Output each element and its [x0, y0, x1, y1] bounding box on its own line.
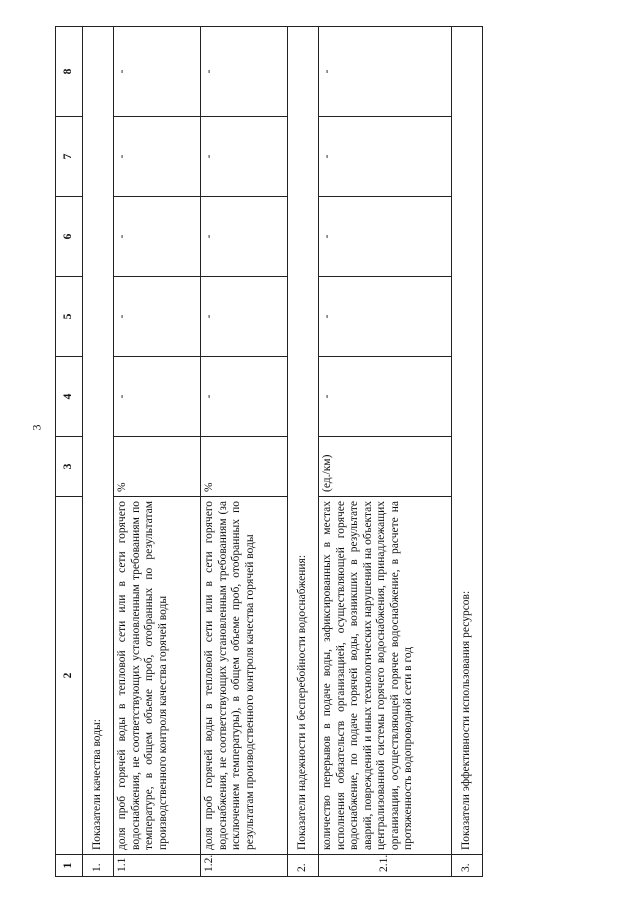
section-title: Показатели эффективности использования ресурсов:	[452, 27, 483, 855]
value-cell: -	[319, 277, 452, 357]
value-cell: -	[201, 197, 288, 277]
header-row	[56, 27, 83, 877]
value-cell: -	[201, 277, 288, 357]
table-row	[201, 27, 288, 877]
value-cell: -	[201, 117, 288, 197]
section-title: Показатели надежности и бесперебойности водоснабжения:	[288, 27, 319, 855]
header-cell: 6	[56, 197, 83, 277]
value-cell: -	[319, 357, 452, 437]
indicator-description: доля проб горячей воды в тепловой сети или в сети горячего водоснабжения, не соответствующих установленным требованиям (за исключением температуры), в общем объеме проб, отобранных по результатам производственного контроля качества горячей воды	[201, 497, 288, 855]
header-cell: 3	[56, 437, 83, 497]
section-title: Показатели качества воды:	[83, 27, 114, 855]
value-cell: -	[201, 357, 288, 437]
section-number: 3.	[452, 855, 483, 877]
header-cell: 4	[56, 357, 83, 437]
row-number: 1.2.	[201, 855, 288, 877]
unit-cell: %	[114, 437, 201, 497]
unit-cell: %	[201, 437, 288, 497]
header-cell: 2	[56, 497, 83, 855]
indicator-description: количество перерывов в подаче воды, зафиксированных в местах исполнения обязательств организацией, осуществляющей горячее водоснабжение, по подаче горячей воды, возникших в результате аварий, повреждений и иных технологических нарушений на объектах централизованной системы горячего водоснабжения, принадлежащих организации, осуществляющей горячее водоснабжение, в расчете на протяженность водопроводной сети в год	[319, 497, 452, 855]
row-number: 2.1.	[319, 855, 452, 877]
section-row	[288, 27, 319, 877]
header-cell: 8	[56, 27, 83, 117]
row-number: 1.1	[114, 855, 201, 877]
rotated-table-container	[55, 27, 535, 877]
page-number: 3	[29, 424, 44, 431]
value-cell: -	[114, 357, 201, 437]
indicator-description: доля проб горячей воды в тепловой сети или в сети горячего водоснабжения, не соответствующих установленным требованиям по температуре, в общем объеме проб, отобранных по результатам производственного контроля качества горячей воды	[114, 497, 201, 855]
value-cell: -	[319, 197, 452, 277]
header-cell: 7	[56, 117, 83, 197]
table-row	[114, 27, 201, 877]
value-cell: -	[201, 27, 288, 117]
section-row	[83, 27, 114, 877]
value-cell: -	[114, 117, 201, 197]
value-cell: -	[114, 277, 201, 357]
header-cell: 1	[56, 855, 83, 877]
section-number: 2.	[288, 855, 319, 877]
section-row	[452, 27, 483, 877]
value-cell: -	[319, 117, 452, 197]
section-number: 1.	[83, 855, 114, 877]
header-cell: 5	[56, 277, 83, 357]
value-cell: -	[319, 27, 452, 117]
value-cell: -	[114, 197, 201, 277]
table-row	[319, 27, 452, 877]
value-cell: -	[114, 27, 201, 117]
unit-cell: (ед./км)	[319, 437, 452, 497]
indicators-table	[55, 26, 483, 877]
